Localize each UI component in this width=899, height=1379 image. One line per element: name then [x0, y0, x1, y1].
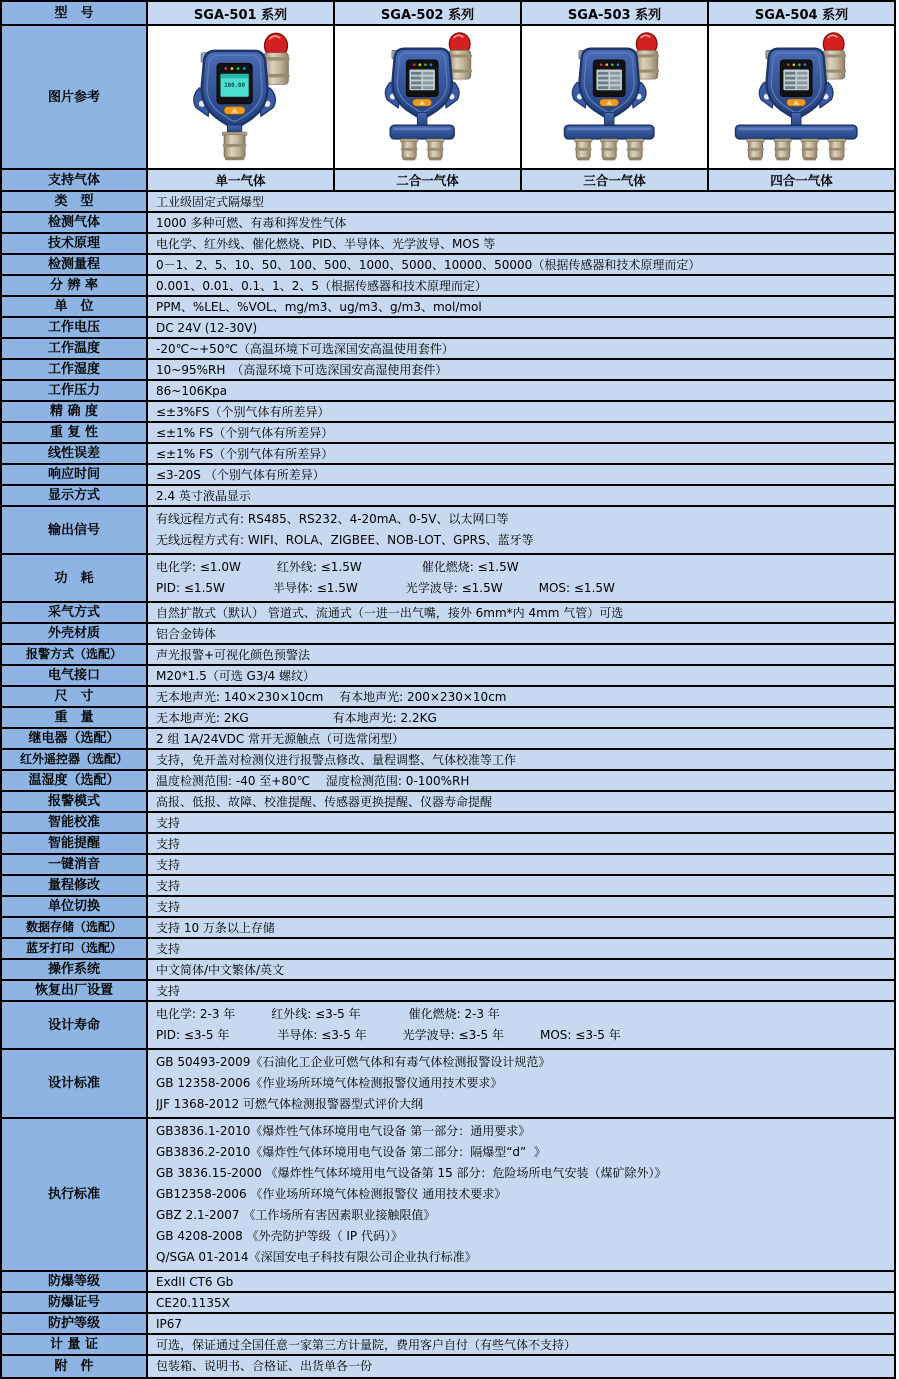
spec-value-line: 声光报警+可视化颜色预警法 [156, 648, 311, 662]
spec-value-line: Q/SGA 01-2014《深国安电子科技有限公司企业执行标准》 [156, 1250, 477, 1264]
spec-row-label: 红外遥控器（选配） [2, 750, 148, 769]
gas-detector-3-sensor-icon [539, 28, 691, 166]
spec-row-4 [2, 255, 894, 276]
spec-row-value [148, 645, 894, 664]
spec-value-line: 中文简体/中文繁体/英文 [156, 963, 285, 977]
spec-row-label: 防爆等级 [2, 1272, 148, 1291]
model-name-1: SGA-501 系列 [148, 2, 335, 24]
spec-value-line: 86~106Kpa [156, 384, 228, 398]
spec-row-value [148, 1293, 894, 1312]
spec-row-value [148, 876, 894, 895]
gas-detector-4-sensor-icon [726, 28, 878, 166]
spec-value-line: 自然扩散式（默认） 管道式、流通式（一进一出气嘴，接外 6mm*内 4mm 气管）可选 [156, 606, 624, 620]
spec-row-value [148, 339, 894, 358]
spec-value-line: GB 4208-2008 《外壳防护等级（ IP 代码）》 [156, 1229, 403, 1243]
spec-row-label: 工作电压 [2, 318, 148, 337]
model-name-2: SGA-502 系列 [335, 2, 522, 24]
spec-row-value [148, 624, 894, 643]
spec-row-value [148, 960, 894, 979]
spec-row-value [148, 708, 894, 727]
spec-value-line: 10~95%RH （高湿环境下可选深国安高湿使用套件） [156, 363, 448, 377]
spec-value-line: 支持，免开盖对检测仪进行报警点修改、量程调整、气体校准等工作 [156, 753, 517, 767]
spec-row-label: 尺 寸 [2, 687, 148, 706]
spec-row-label: 输出信号 [2, 507, 148, 553]
spec-row-value [148, 918, 894, 937]
spec-row-value [148, 444, 894, 463]
spec-value-line: GB 12358-2006《作业场所环境气体检测报警仪通用技术要求》 [156, 1076, 503, 1090]
product-image-cell-sga-501 [148, 26, 335, 168]
model-name-3: SGA-503 系列 [522, 2, 709, 24]
spec-row-13 [2, 444, 894, 465]
spec-row-value [148, 1002, 894, 1048]
spec-value-line: CE20.1135X [156, 1296, 230, 1310]
spec-row-label: 功 耗 [2, 555, 148, 601]
spec-row-label: 工作温度 [2, 339, 148, 358]
spec-value-line: GB12358-2006 《作业场所环境气体检测报警仪 通用技术要求》 [156, 1187, 507, 1201]
supported-gas-row [2, 170, 894, 192]
spec-value-line: 电化学、红外线、催化燃烧、PID、半导体、光学波导、MOS 等 [156, 237, 496, 251]
product-image-cell-sga-503 [522, 26, 709, 168]
supported-gas-value-3: 三合一气体 [522, 170, 709, 190]
spec-row-label: 类 型 [2, 192, 148, 211]
gas-detector-1-sensor-icon [157, 28, 325, 166]
spec-row-label: 技术原理 [2, 234, 148, 253]
spec-row-value [148, 1119, 894, 1270]
spec-row-35 [2, 960, 894, 981]
spec-row-44 [2, 1356, 894, 1377]
spec-row-25 [2, 750, 894, 771]
spec-row-28 [2, 813, 894, 834]
spec-row-9 [2, 360, 894, 381]
spec-row-27 [2, 792, 894, 813]
spec-row-29 [2, 834, 894, 855]
spec-row-value [148, 255, 894, 274]
spec-row-value [148, 486, 894, 505]
spec-row-label: 设计寿命 [2, 1002, 148, 1048]
spec-row-36 [2, 981, 894, 1002]
spec-value-line: GB 50493-2009《石油化工企业可燃气体和有毒气体检测报警设计规范》 [156, 1055, 551, 1069]
spec-row-label: 报警方式（选配） [2, 645, 148, 664]
spec-value-line: 支持 [156, 879, 181, 893]
spec-value-line: 1000 多种可燃、有毒和挥发性气体 [156, 216, 347, 230]
spec-row-19 [2, 624, 894, 645]
spec-value-line: ≤±1% FS（个别气体有所差异） [156, 426, 334, 440]
spec-row-2 [2, 213, 894, 234]
spec-row-17 [2, 555, 894, 603]
spec-row-value [148, 939, 894, 958]
spec-row-value [148, 687, 894, 706]
spec-row-label: 智能校准 [2, 813, 148, 832]
spec-row-label: 检测气体 [2, 213, 148, 232]
spec-row-value [148, 360, 894, 379]
spec-row-34 [2, 939, 894, 960]
spec-row-value [148, 507, 894, 553]
spec-value-line: 电化学: ≤1.0W 红外线: ≤1.5W 催化燃烧: ≤1.5W [156, 560, 519, 574]
spec-row-15 [2, 486, 894, 507]
spec-value-line: 支持 [156, 984, 181, 998]
spec-value-line: 高报、低报、故障、校准提醒、传感器更换提醒、仪器寿命提醒 [156, 795, 493, 809]
spec-row-value [148, 1050, 894, 1117]
spec-row-label: 恢复出厂设置 [2, 981, 148, 1000]
spec-row-label: 分 辨 率 [2, 276, 148, 295]
spec-row-label: 线性误差 [2, 444, 148, 463]
spec-value-line: DC 24V (12-30V) [156, 321, 258, 335]
spec-row-value [148, 813, 894, 832]
spec-value-line: GB3836.2-2010《爆炸性气体环境用电气设备 第二部分：隔爆型“d” 》 [156, 1145, 546, 1159]
spec-value-line: PID: ≤1.5W 半导体: ≤1.5W 光学波导: ≤1.5W MOS: ≤1.5W [156, 581, 615, 595]
spec-row-value [148, 381, 894, 400]
spec-value-line: 包装箱、说明书、合格证、出货单各一份 [156, 1359, 373, 1373]
row-label-supported-gas: 支持气体 [2, 170, 148, 190]
spec-row-label: 数据存储（选配） [2, 918, 148, 937]
spec-row-label: 工作压力 [2, 381, 148, 400]
spec-value-line: 支持 10 万条以上存储 [156, 921, 275, 935]
spec-value-line: 支持 [156, 837, 181, 851]
spec-row-value [148, 834, 894, 853]
spec-value-line: 支持 [156, 900, 181, 914]
spec-value-line: ≤±3%FS（个别气体有所差异） [156, 405, 330, 419]
spec-row-label: 重 复 性 [2, 423, 148, 442]
spec-row-14 [2, 465, 894, 486]
spec-row-26 [2, 771, 894, 792]
spec-value-line: GB3836.1-2010《爆炸性气体环境用电气设备 第一部分：通用要求》 [156, 1124, 531, 1138]
spec-value-line: 支持 [156, 942, 181, 956]
spec-row-24 [2, 729, 894, 750]
gas-detector-2-sensor-icon [352, 28, 504, 166]
row-label-image-reference: 图片参考 [2, 26, 148, 168]
spec-value-line: 无本地声光: 140×230×10cm 有本地声光: 200×230×10cm [156, 690, 507, 704]
spec-row-value [148, 423, 894, 442]
spec-row-32 [2, 897, 894, 918]
spec-row-21 [2, 666, 894, 687]
spec-row-8 [2, 339, 894, 360]
spec-value-line: ExdII CT6 Gb [156, 1275, 234, 1289]
spec-value-line: 温度检测范围: -40 至+80℃ 湿度检测范围: 0-100%RH [156, 774, 470, 788]
spec-row-label: 执行标准 [2, 1119, 148, 1270]
spec-value-line: 有线远程方式有: RS485、RS232、4-20mA、0-5V、以太网口等 [156, 512, 509, 526]
spec-row-value [148, 1272, 894, 1291]
spec-row-label: 单位切换 [2, 897, 148, 916]
spec-row-value [148, 555, 894, 601]
spec-row-value [148, 1356, 894, 1377]
spec-row-value [148, 855, 894, 874]
spec-row-label: 继电器（选配） [2, 729, 148, 748]
spec-row-label: 报警模式 [2, 792, 148, 811]
spec-row-16 [2, 507, 894, 555]
spec-row-1 [2, 192, 894, 213]
spec-row-value [148, 465, 894, 484]
spec-row-value [148, 234, 894, 253]
spec-rows-container [2, 192, 894, 1377]
row-label-model: 型 号 [2, 2, 148, 24]
spec-row-value [148, 192, 894, 211]
spec-value-line: ≤3-20S （个别气体有所差异） [156, 468, 325, 482]
spec-row-label: 温湿度（选配） [2, 771, 148, 790]
model-header-row [2, 2, 894, 26]
spec-value-line: 无本地声光: 2KG 有本地声光: 2.2KG [156, 711, 437, 725]
spec-value-line: 0－1、2、5、10、50、100、500、1000、5000、10000、50000（根据传感器和技术原理而定） [156, 258, 701, 272]
spec-row-7 [2, 318, 894, 339]
spec-row-31 [2, 876, 894, 897]
spec-row-value [148, 1314, 894, 1333]
spec-row-label: 精 确 度 [2, 402, 148, 421]
spec-row-label: 防爆证号 [2, 1293, 148, 1312]
product-image-row [2, 26, 894, 170]
spec-row-label: 量程修改 [2, 876, 148, 895]
spec-value-line: GB 3836.15-2000 《爆炸性气体环境用电气设备第 15 部分：危险场所电气安装（煤矿除外）》 [156, 1166, 667, 1180]
spec-row-value [148, 750, 894, 769]
model-name-4: SGA-504 系列 [709, 2, 894, 24]
spec-row-label: 设计标准 [2, 1050, 148, 1117]
spec-row-value [148, 276, 894, 295]
spec-row-value [148, 213, 894, 232]
spec-value-line: 工业级固定式隔爆型 [156, 195, 265, 209]
product-image-cell-sga-504 [709, 26, 894, 168]
spec-value-line: 支持 [156, 858, 181, 872]
spec-row-value [148, 897, 894, 916]
spec-row-label: 响应时间 [2, 465, 148, 484]
spec-row-value [148, 771, 894, 790]
spec-row-label: 一键消音 [2, 855, 148, 874]
spec-row-label: 外壳材质 [2, 624, 148, 643]
spec-row-23 [2, 708, 894, 729]
spec-value-line: 电化学: 2-3 年 红外线: ≤3-5 年 催化燃烧: 2-3 年 [156, 1007, 500, 1021]
spec-value-line: M20*1.5（可选 G3/4 螺纹） [156, 669, 315, 683]
spec-row-37 [2, 1002, 894, 1050]
spec-value-line: 0.001、0.01、0.1、1、2、5（根据传感器和技术原理而定） [156, 279, 488, 293]
spec-row-label: 工作湿度 [2, 360, 148, 379]
spec-row-label: 检测量程 [2, 255, 148, 274]
spec-value-line: 可选，保证通过全国任意一家第三方计量院，费用客户自付（有些气体不支持） [156, 1338, 577, 1352]
spec-value-line: PID: ≤3-5 年 半导体: ≤3-5 年 光学波导: ≤3-5 年 MOS: ≤3-5 年 [156, 1028, 621, 1042]
spec-row-18 [2, 603, 894, 624]
spec-row-30 [2, 855, 894, 876]
spec-row-6 [2, 297, 894, 318]
spec-value-line: 铝合金铸体 [156, 627, 217, 641]
spec-value-line: JJF 1368-2012 可燃气体检测报警器型式评价大纲 [156, 1097, 424, 1111]
svg-text:100.00: 100.00 [223, 83, 245, 90]
spec-row-label: 单 位 [2, 297, 148, 316]
spec-row-22 [2, 687, 894, 708]
spec-value-line: PPM、%LEL、%VOL、mg/m3、ug/m3、g/m3、mol/mol [156, 300, 482, 314]
supported-gas-value-4: 四合一气体 [709, 170, 894, 190]
spec-row-label: 操作系统 [2, 960, 148, 979]
spec-row-42 [2, 1314, 894, 1335]
spec-row-value [148, 792, 894, 811]
spec-row-label: 防护等级 [2, 1314, 148, 1333]
spec-value-line: GBZ 2.1-2007 《工作场所有害因素职业接触限值》 [156, 1208, 436, 1222]
spec-row-value [148, 981, 894, 1000]
supported-gas-value-1: 单一气体 [148, 170, 335, 190]
spec-row-label: 附 件 [2, 1356, 148, 1377]
spec-row-value [148, 666, 894, 685]
spec-row-10 [2, 381, 894, 402]
spec-row-label: 计 量 证 [2, 1335, 148, 1354]
spec-row-39 [2, 1119, 894, 1272]
spec-row-label: 重 量 [2, 708, 148, 727]
spec-value-line: 2 组 1A/24VDC 常开无源触点（可选常闭型） [156, 732, 405, 746]
spec-row-33 [2, 918, 894, 939]
spec-row-12 [2, 423, 894, 444]
spec-value-line: 2.4 英寸液晶显示 [156, 489, 251, 503]
spec-row-5 [2, 276, 894, 297]
spec-row-3 [2, 234, 894, 255]
spec-row-value [148, 318, 894, 337]
spec-row-label: 采气方式 [2, 603, 148, 622]
spec-value-line: 无线远程方式有: WIFI、ROLA、ZIGBEE、NOB-LOT、GPRS、蓝牙等 [156, 533, 534, 547]
spec-row-label: 电气接口 [2, 666, 148, 685]
spec-row-40 [2, 1272, 894, 1293]
spec-value-line: 支持 [156, 816, 181, 830]
spec-row-38 [2, 1050, 894, 1119]
spec-row-label: 显示方式 [2, 486, 148, 505]
spec-row-43 [2, 1335, 894, 1356]
spec-row-value [148, 297, 894, 316]
spec-row-20 [2, 645, 894, 666]
spec-row-value [148, 1335, 894, 1354]
spec-row-value [148, 603, 894, 622]
spec-row-value [148, 729, 894, 748]
spec-row-41 [2, 1293, 894, 1314]
spec-value-line: -20℃~+50℃（高温环境下可选深国安高温使用套件） [156, 342, 454, 356]
product-image-cell-sga-502 [335, 26, 522, 168]
spec-row-label: 蓝牙打印（选配） [2, 939, 148, 958]
spec-row-value [148, 402, 894, 421]
spec-row-label: 智能提醒 [2, 834, 148, 853]
spec-row-11 [2, 402, 894, 423]
supported-gas-value-2: 二合一气体 [335, 170, 522, 190]
spec-value-line: ≤±1% FS（个别气体有所差异） [156, 447, 334, 461]
spec-value-line: IP67 [156, 1317, 183, 1331]
